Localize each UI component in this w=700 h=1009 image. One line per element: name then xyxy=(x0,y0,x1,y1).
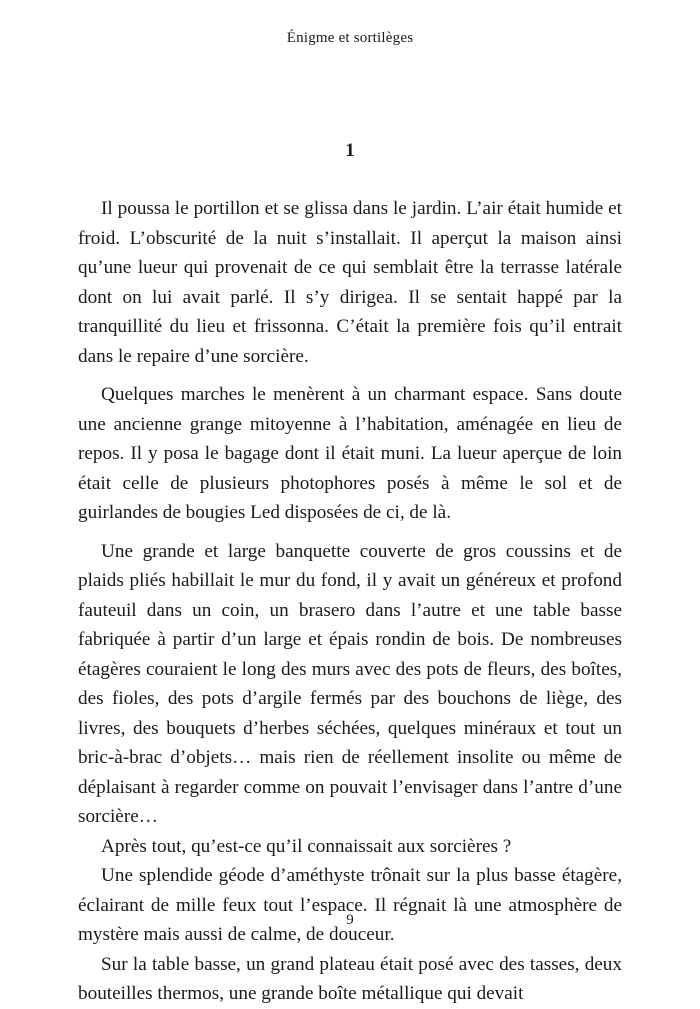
paragraph: Une splendide géode d’améthyste trônait sur la plus basse étagère, éclairant de mille feux tout l’espace. Il régnait là une atmosphère de mystère mais aussi de calme, de douceur. xyxy=(78,865,622,945)
paragraph: Il poussa le portillon et se glissa dans le jardin. L’air était humide et froid. L’obscurité de la nuit s’installait. Il aperçut la maison ainsi qu’une lueur qui provenait de ce qui semblait être la terrasse latérale dont on lui avait parlé. Il s’y dirigea. Il se sentait happé par la tranquillité du lieu et frissonna. C’était la première fois qu’il entrait dans le repaire d’une sorcière. xyxy=(78,198,622,367)
paragraph: Quelques marches le menèrent à un charmant espace. Sans doute une ancienne grange mitoyenne à l’habitation, aménagée en lieu de repos. Il y posa le bagage dont il était muni. La lueur aperçue de loin était celle de plusieurs photophores posés à même le sol et de guirlandes de bougies Led disposées de ci, de là. xyxy=(78,384,622,523)
paragraph: Sur la table basse, un grand plateau était posé avec des tasses, deux bouteilles thermos, une grande boîte métallique qui devait xyxy=(78,953,622,1004)
page-number: 9 xyxy=(346,912,354,928)
body-text xyxy=(78,194,622,1009)
running-head-title: Énigme et sortilèges xyxy=(286,30,414,46)
paragraph: Après tout, qu’est-ce qu’il connaissait aux sorcières ? xyxy=(101,835,512,857)
paragraph: Une grande et large banquette couverte de gros coussins et de plaids pliés habillait le mur du fond, il y avait un généreux et profond fauteuil dans un coin, un brasero dans l’autre et une table basse fabriquée à partir d’un large et épais rondin de bois. De nombreuses étagères couraient le long des murs avec des pots de fleurs, des boîtes, des fioles, des pots d’argile fermés par des bouchons de liège, des livres, des bouquets d’herbes séchées, quelques minéraux et tout un bric-à-brac d’objets… mais rien de réellement insolite ou même de déplaisant à regarder comme on pouvait l’envisager dans l’antre d’une sorcière… xyxy=(78,540,622,827)
chapter-number: 1 xyxy=(345,140,355,161)
